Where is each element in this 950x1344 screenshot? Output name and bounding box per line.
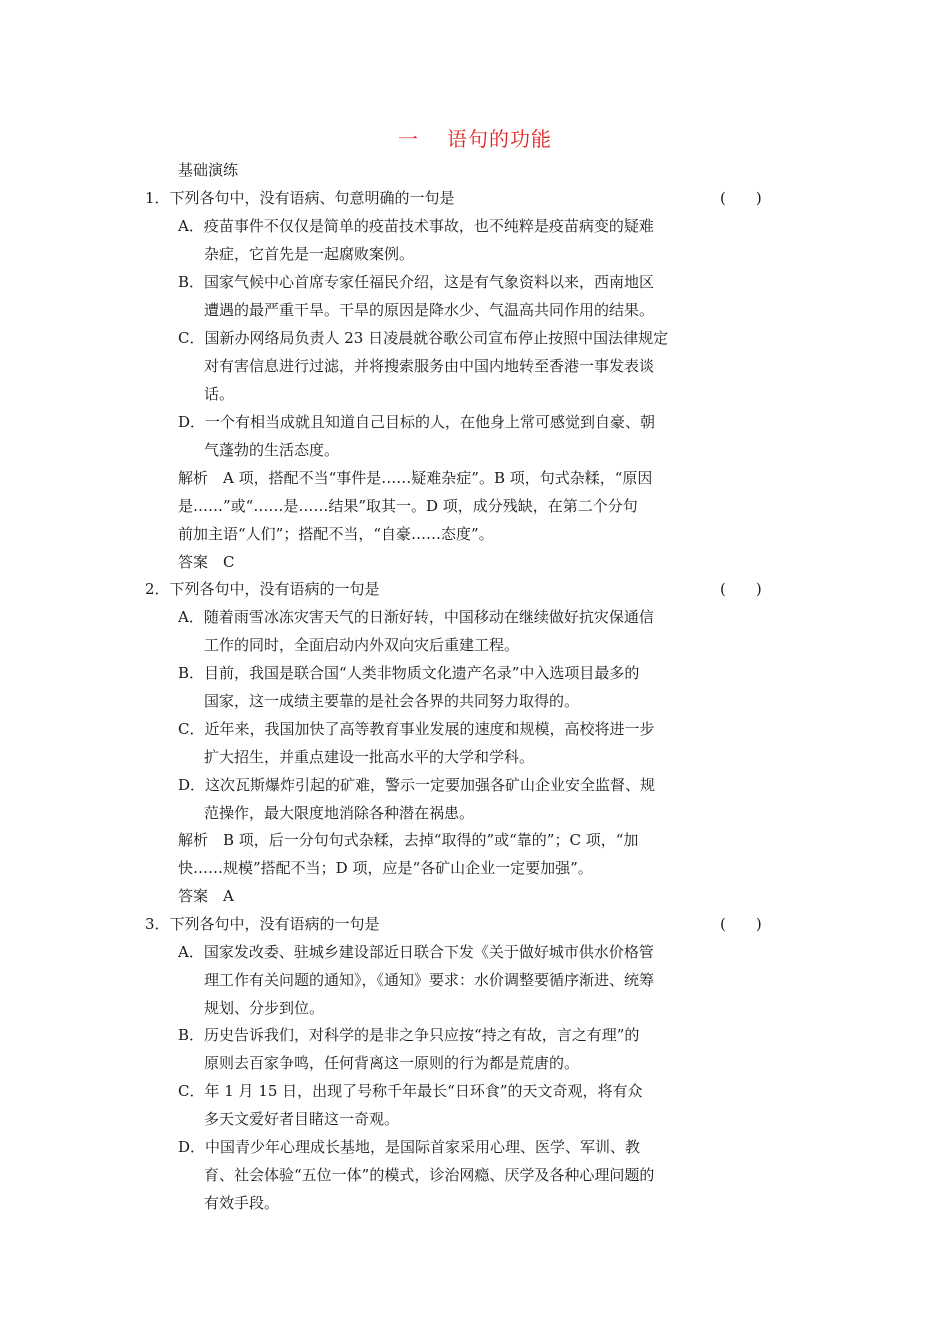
- q1-option-c-line2: 对有害信息进行过滤，并将搜索服务由中国内地转至香港一事发表谈: [204, 357, 655, 375]
- q2-option-a-line2: 工作的同时，全面启动内外双向灾后重建工程。: [204, 636, 520, 654]
- q2-option-c-line2: 扩大招生，并重点建设一批高水平的大学和学科。: [204, 748, 535, 766]
- q1-option-a-line2: 杂症，它首先是一起腐败案例。: [204, 245, 415, 263]
- title-number: 一: [398, 127, 419, 151]
- q3-option-b-line2: 原则去百家争鸣，任何背离这一原则的行为都是荒唐的。: [204, 1054, 580, 1072]
- q1-explanation-line1: 解析 A 项，搭配不当“事件是……疑难杂症”。B 项，句式杂糅，“原因: [178, 469, 653, 487]
- q1-option-c-line1: C．国新办网络局负责人 23 日凌晨就谷歌公司宣布停止按照中国法律规定: [178, 329, 669, 347]
- question-1-answer-blank: ( ): [720, 189, 762, 207]
- question-2-answer-blank: ( ): [720, 580, 762, 598]
- q3-option-b-line1: B．历史告诉我们，对科学的是非之争只应按“持之有故，言之有理”的: [178, 1026, 640, 1044]
- q3-option-d-line2: 育、社会体验“五位一体”的模式，诊治网瘾、厌学及各种心理问题的: [204, 1166, 655, 1184]
- q2-option-a-line1: A．随着雨雪冰冻灾害天气的日渐好转，中国移动在继续做好抗灾保通信: [178, 608, 654, 626]
- q1-answer: 答案 C: [178, 553, 235, 571]
- q3-option-d-line3: 有效手段。: [204, 1194, 280, 1212]
- q1-explanation-line2: 是……”或“……是……结果”取其一。D 项，成分残缺，在第二个分句: [178, 497, 638, 515]
- question-2-stem: 2．下列各句中，没有语病的一句是: [145, 580, 380, 598]
- q1-explanation-line3: 前加主语“人们”；搭配不当，“自豪……态度”。: [178, 525, 494, 543]
- q1-option-c-line3: 话。: [204, 385, 235, 403]
- q1-option-b-line2: 遭遇的最严重干旱。干旱的原因是降水少、气温高共同作用的结果。: [204, 301, 655, 319]
- q3-option-a-line1: A．国家发改委、驻城乡建设部近日联合下发《关于做好城市供水价格管: [178, 943, 654, 961]
- q1-option-d-line2: 气蓬勃的生活态度。: [204, 441, 340, 459]
- q2-option-b-line2: 国家，这一成绩主要靠的是社会各界的共同努力取得的。: [204, 692, 580, 710]
- q1-option-b-line1: B．国家气候中心首席专家任福民介绍，这是有气象资料以来，西南地区: [178, 273, 655, 291]
- q3-option-c-line2: 多天文爱好者目睹这一奇观。: [204, 1110, 400, 1128]
- q3-option-a-line2: 理工作有关问题的通知》，《通知》要求：水价调整要循序渐进、统筹: [204, 971, 655, 989]
- question-3-answer-blank: ( ): [720, 915, 762, 933]
- q2-explanation-line2: 快……规模”搭配不当；D 项，应是“各矿山企业一定要加强”。: [178, 859, 593, 877]
- q2-answer: 答案 A: [178, 887, 234, 905]
- q3-option-d-line1: D．中国青少年心理成长基地，是国际首家采用心理、医学、军训、教: [178, 1138, 641, 1156]
- q2-explanation-line1: 解析 B 项，后一分句句式杂糅，去掉“取得的”或“靠的”；C 项，“加: [178, 831, 639, 849]
- title-text: 语句的功能: [447, 127, 552, 151]
- q1-option-a-line1: A．疫苗事件不仅仅是简单的疫苗技术事故，也不纯粹是疫苗病变的疑难: [178, 217, 654, 235]
- q1-option-d-line1: D．一个有相当成就且知道自己目标的人，在他身上常可感觉到自豪、朝: [178, 413, 656, 431]
- question-3-stem: 3．下列各句中，没有语病的一句是: [145, 915, 380, 933]
- q3-option-c-line1: C．年 1 月 15 日，出现了号称千年最长“日环食”的天文奇观，将有众: [178, 1082, 643, 1100]
- page-title: [0, 123, 950, 152]
- q2-option-d-line1: D．这次瓦斯爆炸引起的矿难，警示一定要加强各矿山企业安全监督、规: [178, 776, 656, 794]
- q2-option-b-line1: B．目前，我国是联合国“人类非物质文化遗产名录”中入选项目最多的: [178, 664, 640, 682]
- q2-option-c-line1: C．近年来，我国加快了高等教育事业发展的速度和规模，高校将进一步: [178, 720, 655, 738]
- q2-option-d-line2: 范操作，最大限度地消除各种潜在祸患。: [204, 804, 475, 822]
- q3-option-a-line3: 规划、分步到位。: [204, 999, 325, 1017]
- question-1-stem: 1．下列各句中，没有语病、句意明确的一句是: [145, 189, 455, 207]
- section-heading: 基础演练: [178, 161, 239, 179]
